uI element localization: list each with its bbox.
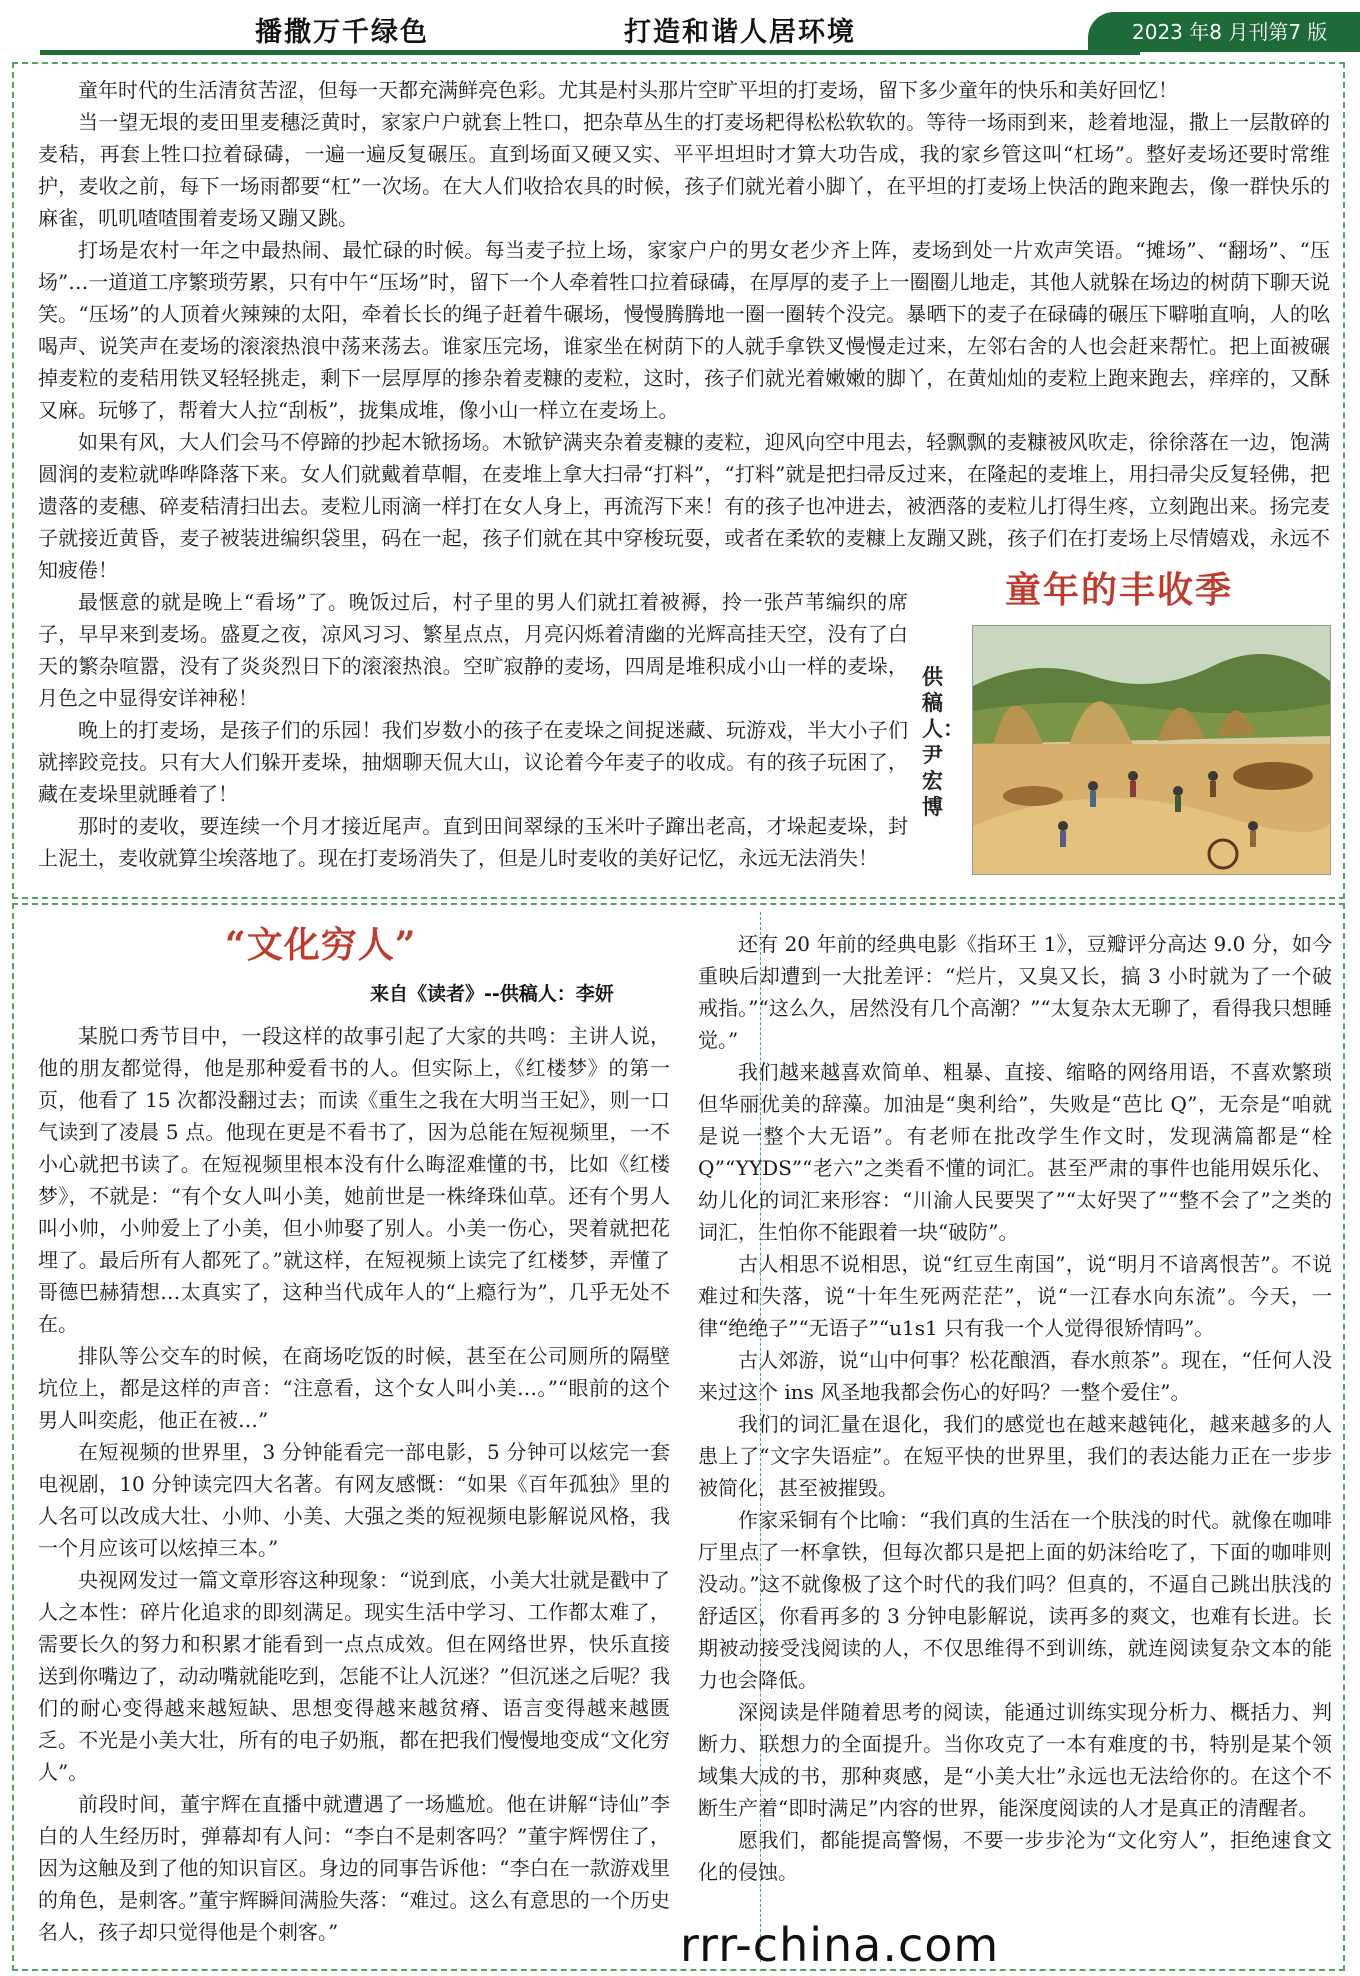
harvest-painting bbox=[972, 625, 1331, 875]
article2-paragraph: 在短视频的世界里，3 分钟能看完一部电影，5 分钟可以炫完一套电视剧，10 分钟读完四大名著。有网友感慨：“如果《百年孤独》里的人名可以改成大壮、小帅、小美、大强之类的短视频电影解说风格，我一个月应该可以炫掉三本。” bbox=[38, 1440, 670, 1560]
header-rule bbox=[40, 50, 1140, 55]
article2-title: “文化穷人” bbox=[225, 924, 417, 966]
article1-paragraph: 最惬意的就是晚上“看场”了。晚饭过后，村子里的男人们就扛着被褥，拎一张芦苇编织的席子，早早来到麦场。盛夏之夜，凉风习习、繁星点点，月亮闪烁着清幽的光辉高挂天空，没有了白天的繁杂喧嚣，没有了炎炎烈日下的滚滚热浪。空旷寂静的麦场，四周是堆积成小山一样的麦垛，月色之中显得安详神秘！ bbox=[38, 590, 908, 710]
article2-source: 来自《读者》--供稿人：李妍 bbox=[370, 983, 614, 1005]
article1-paragraph: 如果有风，大人们会马不停蹄的抄起木锨扬场。木锨铲满夹杂着麦糠的麦粒，迎风向空中甩去，轻飘飘的麦糠被风吹走，徐徐落在一边，饱满圆润的麦粒就哗哗降落下来。女人们就戴着草帽，在麦堆上拿大扫帚“打料”，“打料”就是把扫帚反过来，在隆起的麦堆上，用扫帚尖反复轻佛，把遗落的麦穗、碎麦秸清扫出去。麦粒儿雨滴一样打在女人身上，再流泻下来！有的孩子也冲进去，被洒落的麦粒儿打得生疼，立刻跑出来。扬完麦子就接近黄昏，麦子被装进编织袋里，码在一起，孩子们就在其中穿梭玩耍，或者在柔软的麦糠上友蹦又跳，孩子们在打麦场上尽情嬉戏，永远不知疲倦！ bbox=[38, 430, 1330, 582]
article2-paragraph: 某脱口秀节目中，一段这样的故事引起了大家的共鸣：主讲人说，他的朋友都觉得，他是那种爱看书的人。但实际上，《红楼梦》的第一页，他看了 15 次都没翻过去；而读《重生之我在大明当王妃》，则一口气读到了凌晨 5 点。他现在更是不看书了，因为总能在短视频里，一不小心就把书读了。在短视频里根本没有什么晦涩难懂的书，比如《红楼梦》，不就是：“有个女人叫小美，她前世是一株绛珠仙草。还有个男人叫小帅，小帅爱上了小美，但小帅娶了别人。小美一伤心，哭着就把花埋了。最后所有人都死了。”就这样，在短视频上读完了红楼梦，弄懂了哥德巴赫猜想…太真实了，这种当代成年人的“上瘾行为”，几乎无处不在。 bbox=[38, 1024, 670, 1336]
article1-paragraph: 那时的麦收，要连续一个月才接近尾声。直到田间翠绿的玉米叶子蹿出老高，才垛起麦垛，封上泥土，麦收就算尘埃落地了。现在打麦场消失了，但是儿时麦收的美好记忆，永远无法消失！ bbox=[38, 814, 908, 870]
article2-paragraph: 我们越来越喜欢简单、粗暴、直接、缩略的网络用语，不喜欢繁琐但华丽优美的辞藻。加油是“奥利给”，失败是“芭比 Q”，无奈是“咱就是说一整个大无语”。有老师在批改学生作文时，发现满篇都是“栓 Q”“YYDS”“老六”之类看不懂的词汇。甚至严肃的事件也能用娱乐化、幼儿化的词汇来形容：“川渝人民要哭了”“太好哭了”“整不会了”之类的词汇，生怕你不能跟着一块“破防”。 bbox=[698, 1060, 1332, 1244]
header-slogan-left: 播撒万千绿色 bbox=[255, 17, 429, 48]
article1-paragraph: 晚上的打麦场，是孩子们的乐园！我们岁数小的孩子在麦垛之间捉迷藏、玩游戏，半大小子们就摔跤竞技。只有大人们躲开麦垛，抽烟聊天侃大山，议论着今年麦子的收成。有的孩子玩困了，藏在麦垛里就睡着了！ bbox=[38, 718, 908, 806]
article1-paragraph: 童年时代的生活清贫苦涩，但每一天都充满鲜亮色彩。尤其是村头那片空旷平坦的打麦场，留下多少童年的快乐和美好回忆！ bbox=[78, 78, 1178, 102]
article2-paragraph: 作家采铜有个比喻：“我们真的生活在一个肤浅的时代。就像在咖啡厅里点了一杯拿铁，但每次都只是把上面的奶沫给吃了，下面的咖啡则没动。”这不就像极了这个时代的我们吗？但真的，不逼自己跳出肤浅的舒适区，你看再多的 3 分钟电影解说，读再多的爽文，也难有长进。长期被动接受浅阅读的人，不仅思维得不到训练，就连阅读复杂文本的能力也会降低。 bbox=[698, 1508, 1332, 1692]
article2-paragraph: 还有 20 年前的经典电影《指环王 1》，豆瓣评分高达 9.0 分，如今重映后却遭到一大批差评：“烂片，又臭又长，搞 3 小时就为了一个破戒指。”“这么久，居然没有几个高潮？”“太复杂太无聊了，看得我只想睡觉。” bbox=[698, 932, 1332, 1052]
article2-paragraph: 古人相思不说相思，说“红豆生南国”，说“明月不谙离恨苦”。不说难过和失落，说“十年生死两茫茫”，说“一江春水向东流”。今天，一律“绝绝子”“无语子”“u1s1 只有我一个人觉得很矫情吗”。 bbox=[698, 1252, 1332, 1340]
article2-paragraph: 深阅读是伴随着思考的阅读，能通过训练实现分析力、概括力、判断力、联想力的全面提升。当你攻克了一本有难度的书，特别是某个领域集大成的书，那种爽感，是“小美大壮”永远也无法给你的。在这个不断生产着“即时满足”内容的世界，能深度阅读的人才是真正的清醒者。 bbox=[698, 1700, 1332, 1820]
article1-contributor: 供稿人：尹宏博 bbox=[922, 664, 964, 819]
article2-paragraph: 愿我们，都能提高警惕，不要一步步沦为“文化穷人”，拒绝速食文化的侵蚀。 bbox=[698, 1828, 1332, 1884]
article2-left-column bbox=[38, 1020, 670, 1948]
article1-body-narrow bbox=[38, 586, 908, 874]
article2-paragraph: 古人郊游，说“山中何事？松花酿酒，春水煎茶”。现在，“任何人没来过这个 ins 风圣地我都会伤心的好吗？一整个爱住”。 bbox=[698, 1348, 1332, 1404]
article2-paragraph: 排队等公交车的时候，在商场吃饭的时候，甚至在公司厕所的隔壁坑位上，都是这样的声音：“注意看，这个女人叫小美…。”“眼前的这个男人叫奕彪，他正在被…” bbox=[38, 1344, 670, 1432]
header-slogan-right: 打造和谐人居环境 bbox=[624, 17, 856, 48]
article1-paragraph: 当一望无垠的麦田里麦穗泛黄时，家家户户就套上牲口，把杂草丛生的打麦场耙得松松软软的。等待一场雨到来，趁着地湿，撒上一层散碎的麦秸，再套上牲口拉着碌碡，一遍一遍反复碾压。直到场面又硬又实、平平坦坦时才算大功告成，我的家乡管这叫“杠场”。整好麦场还要时常维护，麦收之前，每下一场雨都要“杠”一次场。在大人们收拾农具的时候，孩子们就光着小脚丫，在平坦的打麦场上快活的跑来跑去，像一群快乐的麻雀，叽叽喳喳围着麦场又蹦又跳。 bbox=[38, 110, 1330, 230]
article2-paragraph: 前段时间，董宇辉在直播中就遭遇了一场尴尬。他在讲解“诗仙”李白的人生经历时，弹幕却有人问：“李白不是刺客吗？”董宇辉愣住了，因为这触及到了他的知识盲区。身边的同事告诉他：“李白在一款游戏里的角色，是刺客。”董宇辉瞬间满脸失落：“难过。这么有意思的一个历史名人，孩子却只觉得他是个刺客。” bbox=[38, 1792, 670, 1944]
article1-title: 童年的丰收季 bbox=[1005, 569, 1234, 611]
article2-right-column bbox=[698, 928, 1332, 1888]
site-watermark: rrr-china.com bbox=[680, 1918, 1000, 1972]
issue-label: 2023 年8 月刊第7 版 bbox=[1088, 12, 1360, 52]
article1-body-full bbox=[38, 74, 1330, 586]
article2-paragraph: 我们的词汇量在退化，我们的感觉也在越来越钝化，越来越多的人患上了“文字失语症”。在短平快的世界里，我们的表达能力正在一步步被简化，甚至被摧毁。 bbox=[698, 1412, 1332, 1500]
page-header bbox=[0, 0, 1360, 60]
article1-paragraph: 打场是农村一年之中最热闹、最忙碌的时候。每当麦子拉上场，家家户户的男女老少齐上阵，麦场到处一片欢声笑语。“摊场”、“翻场”、“压场”…一道道工序繁琐劳累，只有中午“压场”时，留下一个人牵着牲口拉着碌碡，在厚厚的麦子上一圈圈儿地走，其他人就躲在场边的树荫下聊天说笑。“压场”的人顶着火辣辣的太阳，牵着长长的绳子赶着牛碾场，慢慢腾腾地一圈一圈转个没完。暴晒下的麦子在碌碡的碾压下噼啪直响，人的吆喝声、说笑声在麦场的滚滚热浪中荡来荡去。谁家压完场，谁家坐在树荫下的人就手拿铁叉慢慢走过来，左邻右舍的人也会赶来帮忙。把上面被碾掉麦粒的麦秸用铁叉轻轻挑走，剩下一层厚厚的掺杂着麦糠的麦粒，这时，孩子们就光着嫩嫩的脚丫，在黄灿灿的麦粒上跑来跑去，痒痒的，又酥又麻。玩够了，帮着大人拉“刮板”，拢集成堆，像小山一样立在麦场上。 bbox=[38, 238, 1330, 422]
article2-paragraph: 央视网发过一篇文章形容这种现象：“说到底，小美大壮就是戳中了人之本性：碎片化追求的即刻满足。现实生活中学习、工作都太难了，需要长久的努力和积累才能看到一点点成效。但在网络世界，快乐直接送到你嘴边了，动动嘴就能吃到，怎能不让人沉迷？”但沉迷之后呢？我们的耐心变得越来越短缺、思想变得越来越贫瘠、语言变得越来越匮乏。不光是小美大壮，所有的电子奶瓶，都在把我们慢慢地变成“文化穷人”。 bbox=[38, 1568, 670, 1784]
